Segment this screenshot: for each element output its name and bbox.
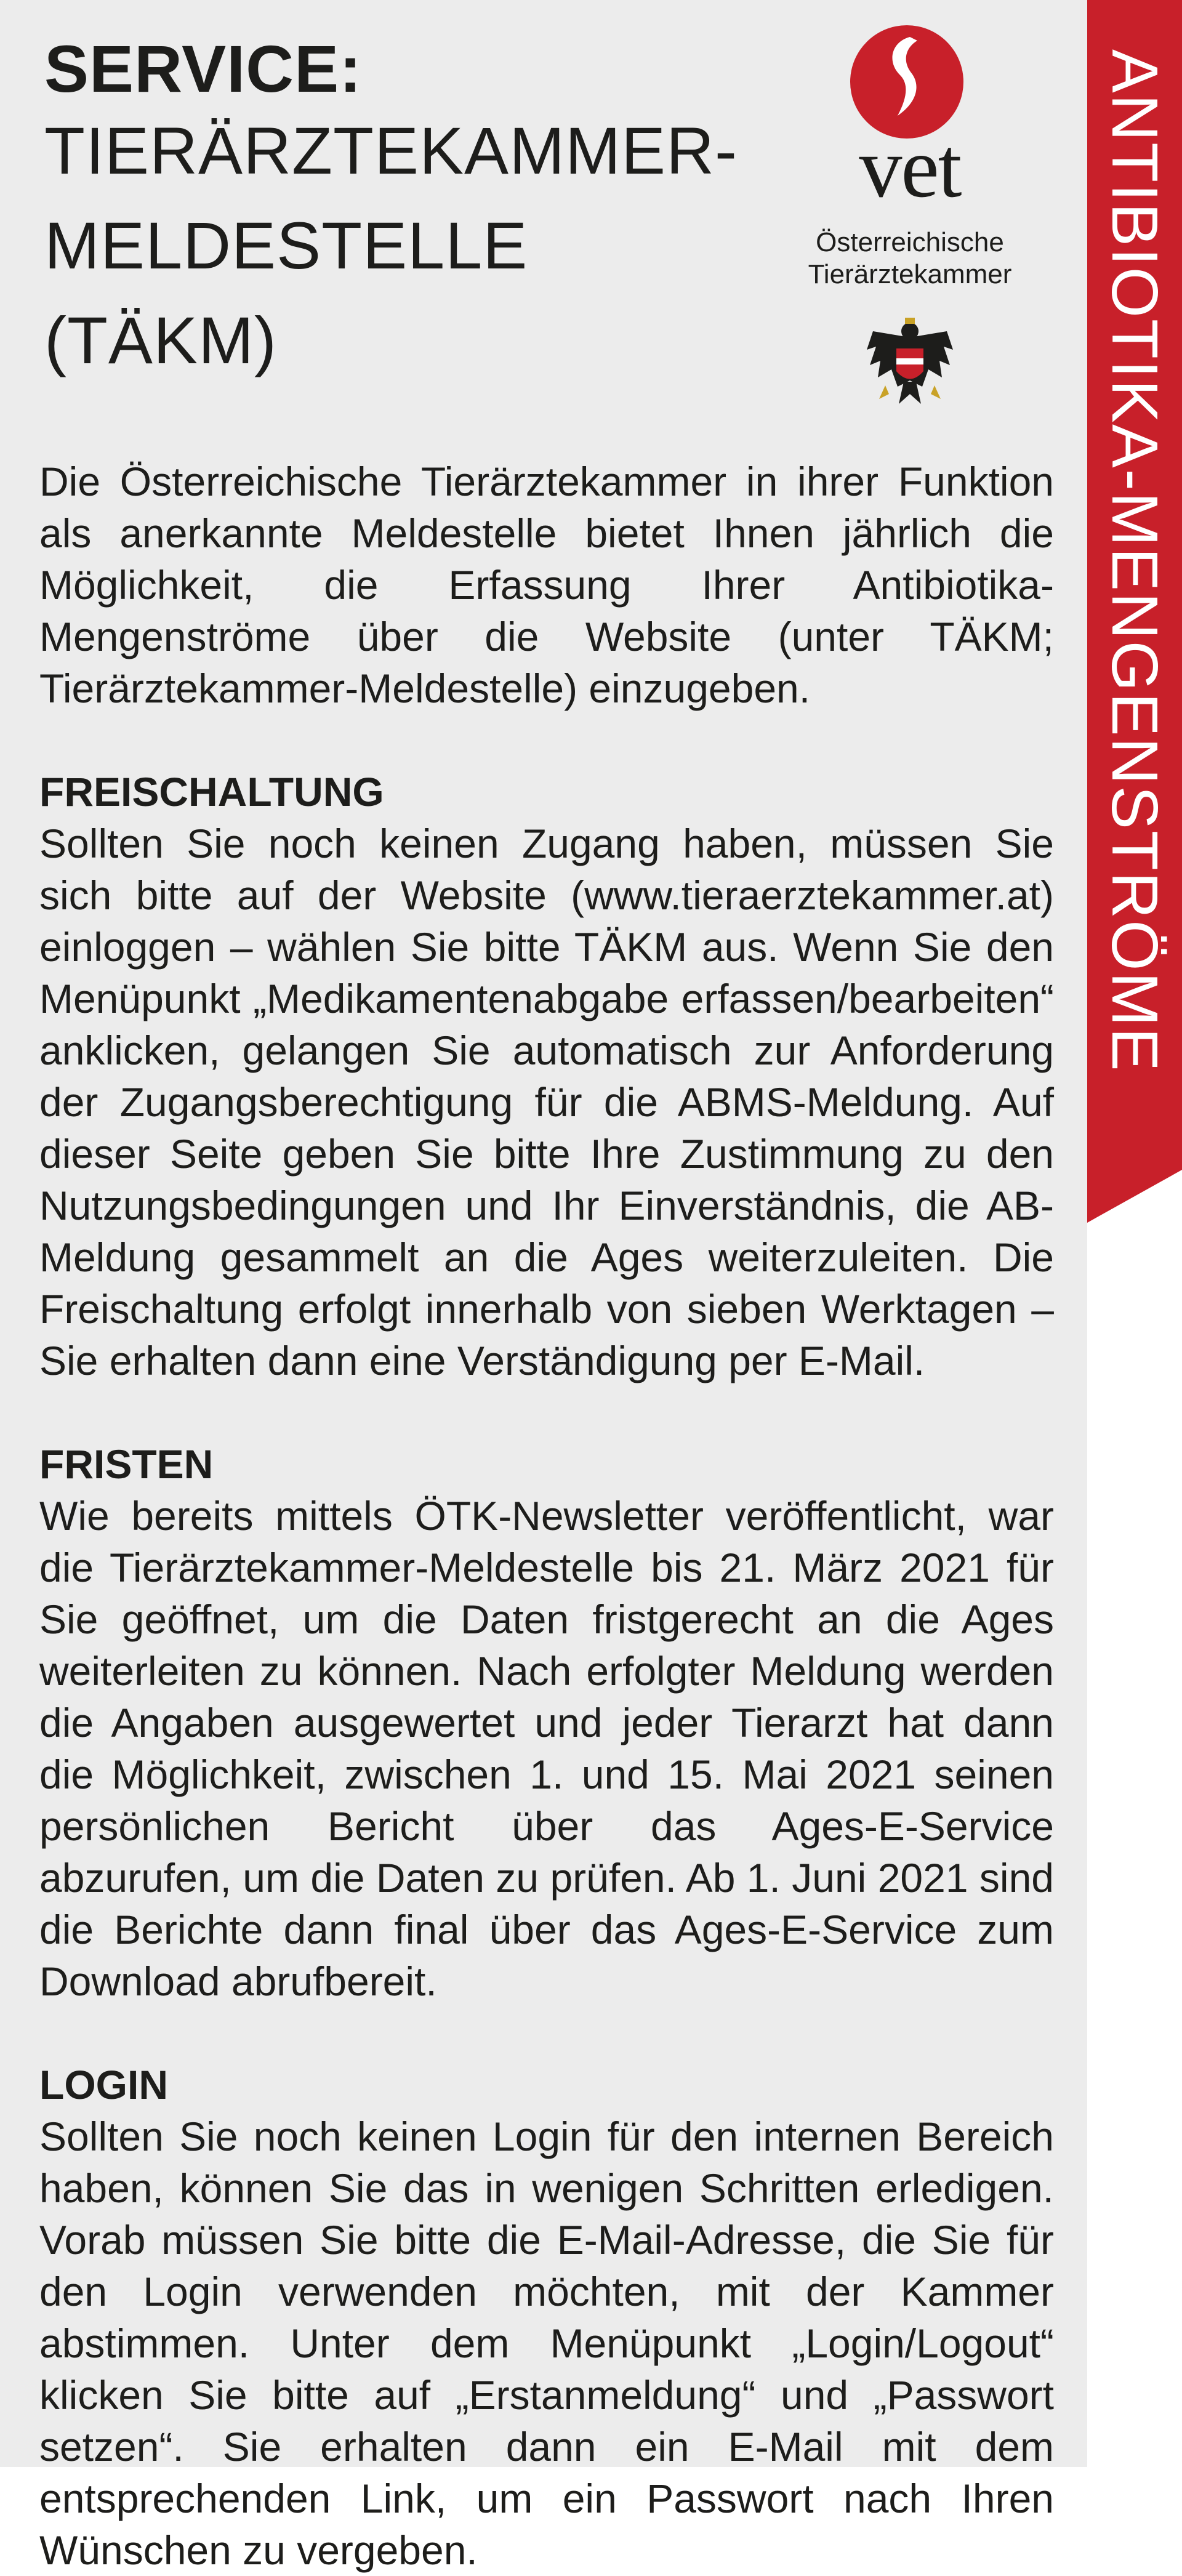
page-title-line-2: MELDESTELLE [44, 208, 528, 283]
section-body-freischaltung: Sollten Sie noch keinen Zugang haben, müssen Sie sich bitte auf der Website (www.tieraerztekammer.at) einloggen – wählen Sie bitte TÄKM aus. Wenn Sie den Menüpunkt „Medikamentenabgabe erfassen/bearbeiten“ anklicken, gelangen Sie automatisch zur Anforderung der Zugangsberechtigung für die ABMS-Meldung. Auf dieser Seite geben Sie bitte Ihre Zustimmung zu den Nutzungsbedingungen und Ihr Einverständnis, die AB-Meldung gesammelt an die Ages weiterzuleiten. Die Freischaltung erfolgt innerhalb von sieben Werktagen – Sie erhalten dann eine Verständigung per E-Mail. [39, 821, 1054, 1383]
section-heading-freischaltung: FREISCHALTUNG [39, 769, 384, 815]
section-body-login: Sollten Sie noch keinen Login für den internen Bereich haben, können Sie das in wenigen Schritten erledigen. Vorab müssen Sie bitte die E-Mail-Adresse, die Sie für den Login verwenden möchten, mit der Kammer abstimmen. Unter dem Menüpunkt „Login/Logout“ klicken Sie bitte auf „Erstanmeldung“ und „Passwort setzen“. Sie erhalten dann ein E-Mail mit dem entsprechenden Link, um ein Passwort nach Ihren Wünschen zu vergeben. [39, 2114, 1054, 2573]
side-banner-text: ANTIBIOTIKA-MENGENSTRÖME [1098, 49, 1171, 1073]
logo-org-line-1: Österreichische [816, 227, 1004, 257]
section-body-fristen: Wie bereits mittels ÖTK-Newsletter veröffentlicht, war die Tierärztekammer-Meldestelle bis 21. März 2021 für Sie geöffnet, um die Daten fristgerecht an die Ages weiterleiten zu können. Nach erfolgter Meldung werden die Angaben ausgewertet und jeder Tierarzt hat dann die Möglichkeit, zwischen 1. und 15. Mai 2021 seinen persönlichen Bericht über das Ages-E-Service abzurufen, um die Daten zu prüfen. Ab 1. Juni 2021 sind die Berichte dann final über das Ages-E-Service zum Download abrufbereit. [39, 1493, 1054, 2004]
intro-paragraph: Die Österreichische Tierärztekammer in ihrer Funktion als anerkannte Meldestelle bietet Ihnen jährlich die Möglichkeit, die Erfassung Ihrer Antibiotika-Mengenströme über die Website (unter TÄKM; Tierärztekammer-Meldestelle) einzugeben. [39, 459, 1054, 711]
article-body [39, 456, 1054, 2576]
austrian-eagle-icon [861, 313, 959, 411]
section-heading-fristen: FRISTEN [39, 1441, 214, 1487]
page-header [44, 31, 783, 388]
logo-wordmark: vet [859, 120, 961, 215]
page-title-line-1: TIERÄRZTEKAMMER- [44, 113, 738, 188]
vet-logo [781, 23, 1039, 417]
page-title-line-3: (TÄKM) [44, 303, 277, 377]
logo-org-name [781, 227, 1039, 291]
section-heading-login: LOGIN [39, 2062, 168, 2107]
logo-org-line-2: Tierärztekammer [808, 259, 1012, 289]
page-title-bold: SERVICE: [44, 31, 363, 106]
